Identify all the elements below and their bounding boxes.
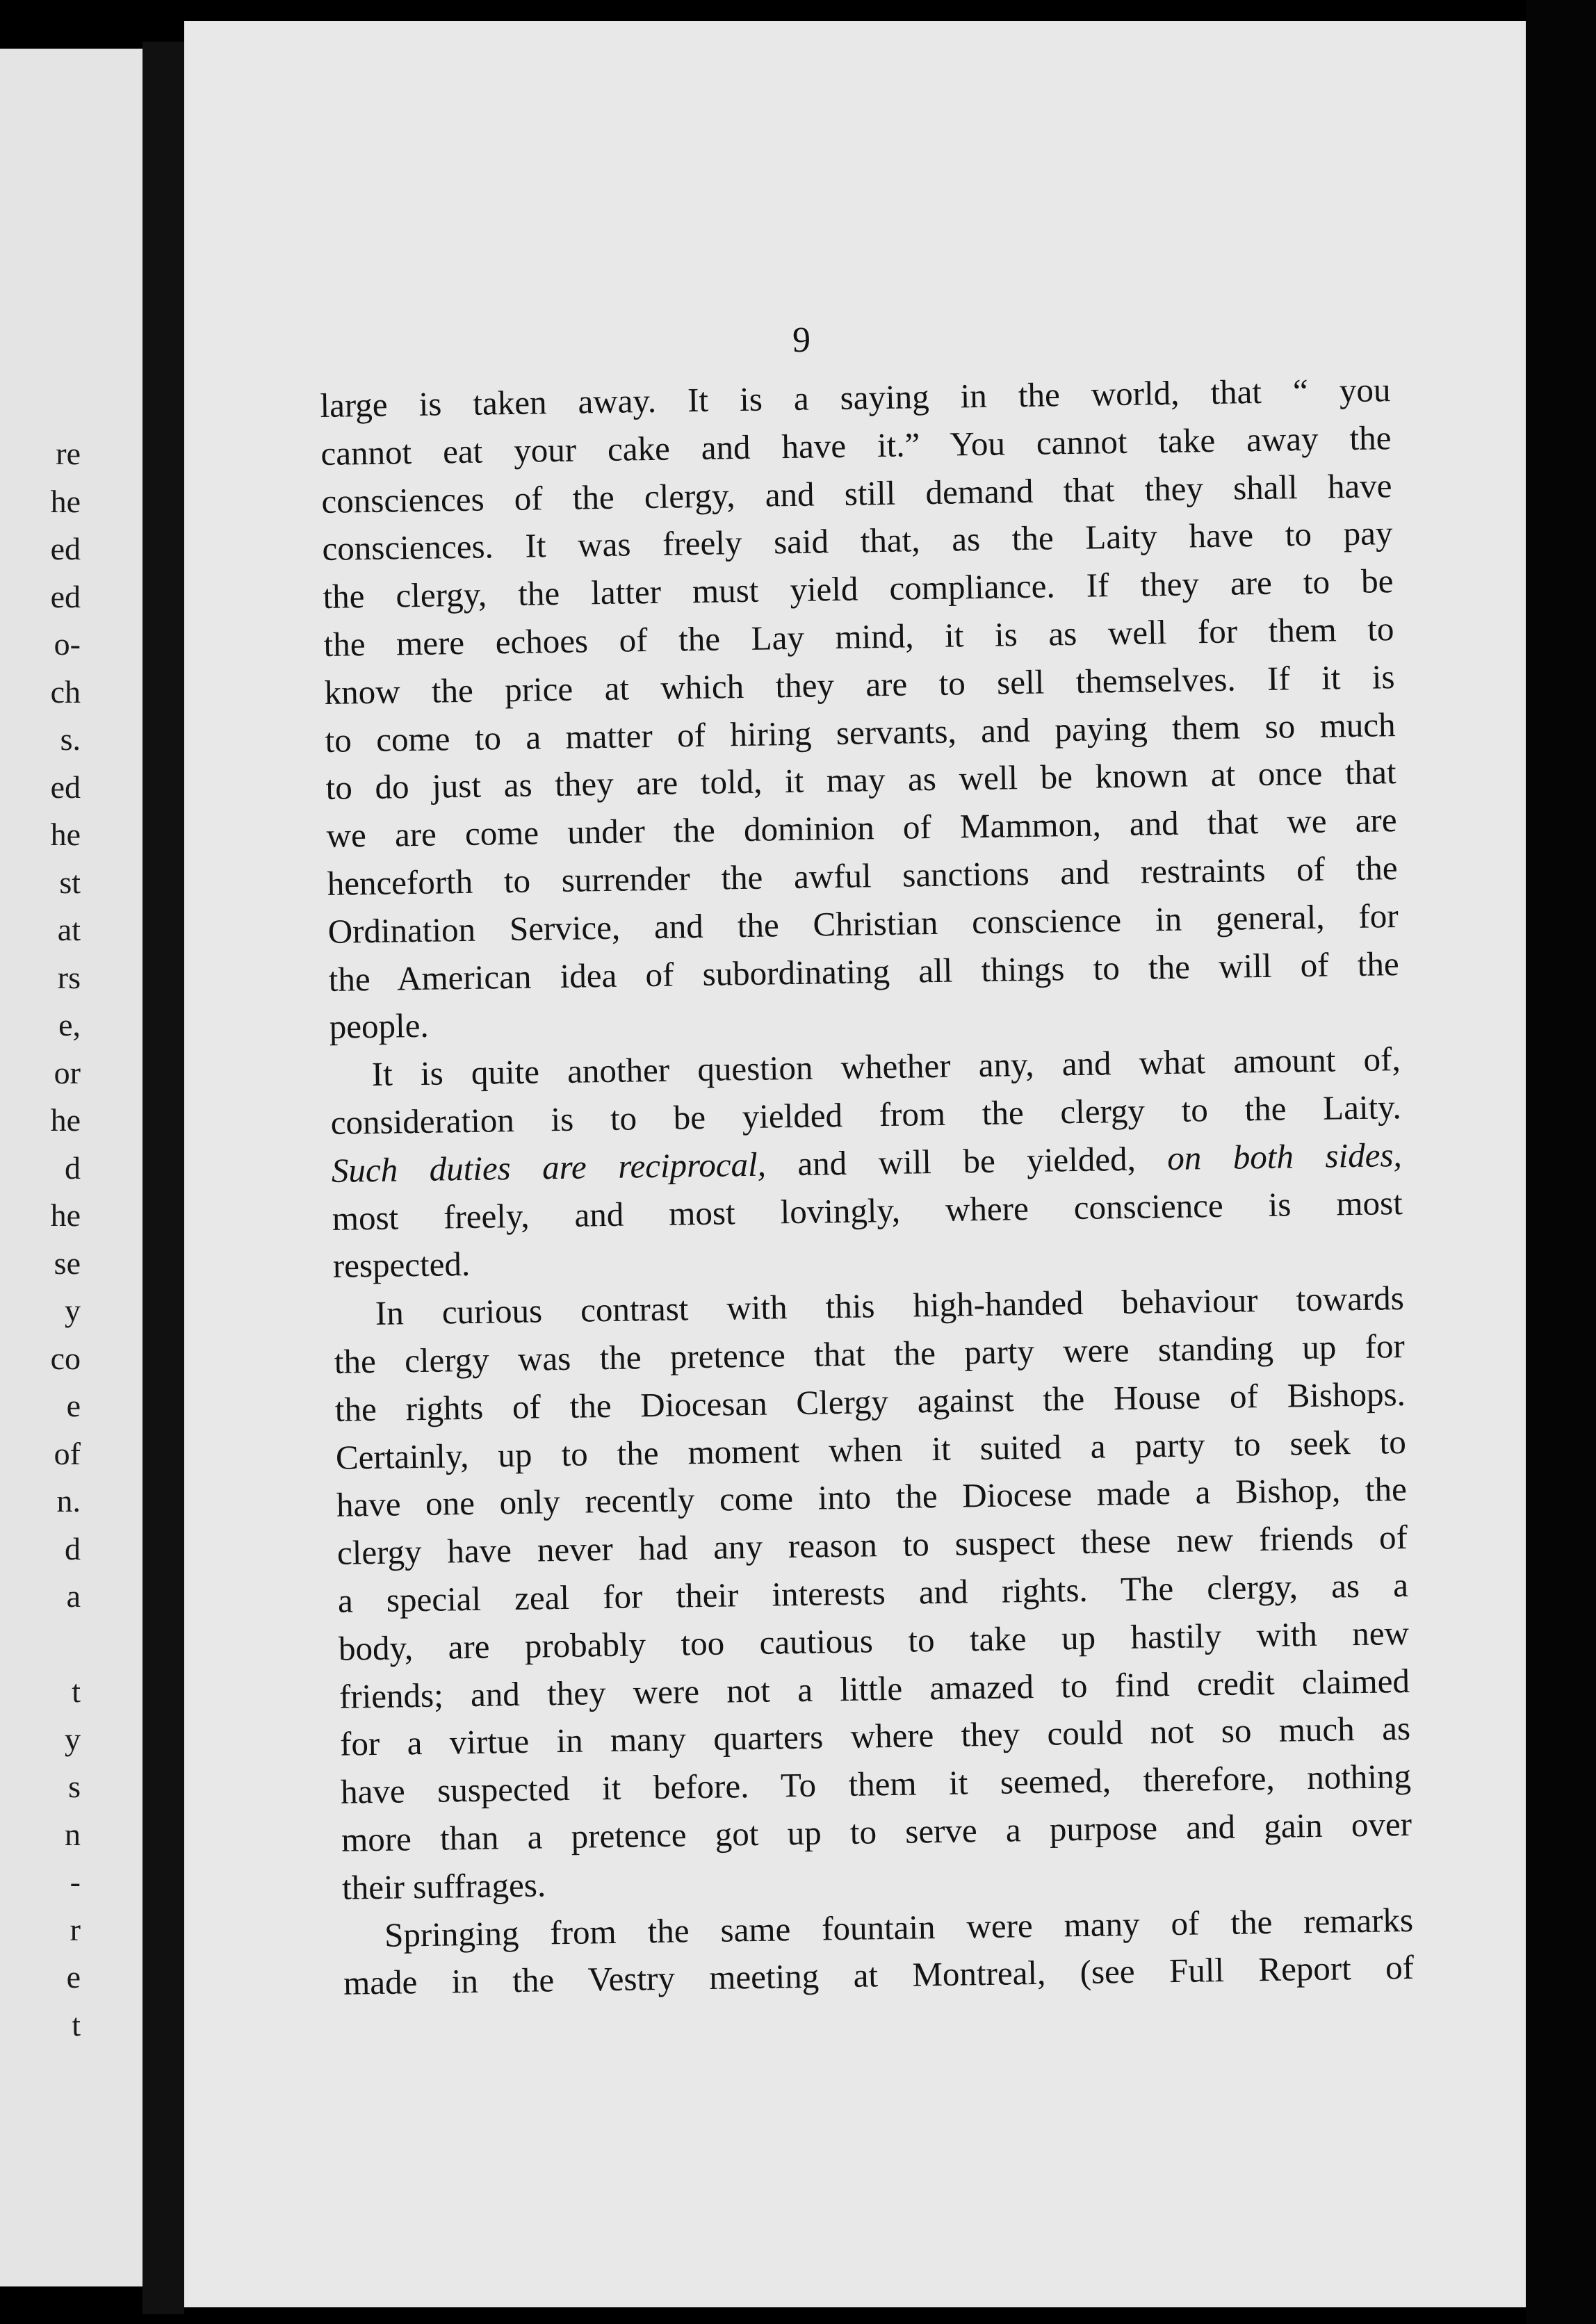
text-line: friends; and they were not a little amazed to find credit claimed (339, 1661, 1410, 1716)
page-number: 9 (792, 320, 811, 360)
text-line: have suspected it before. To them it seemed, therefore, nothing (340, 1757, 1412, 1811)
left-page-fragment: s. (60, 721, 81, 757)
left-page-fragment: n. (56, 1483, 81, 1519)
left-page-fragment: at (57, 912, 81, 947)
right-scan-border (1526, 0, 1596, 2324)
page-body-text (320, 366, 1415, 2008)
text-line: large is taken away. It is a saying in the world, that “ you (320, 370, 1391, 425)
left-page-fragment: y (65, 1721, 81, 1757)
paragraph-1 (320, 366, 1400, 1051)
left-page-fragment: or (54, 1054, 81, 1090)
italic-phrase: Such duties are reciprocal, (331, 1145, 767, 1190)
paragraph-2 (329, 1036, 1403, 1291)
left-page-fragment: d (65, 1530, 81, 1566)
text-line: most freely, and most lovingly, where conscience is most (332, 1183, 1403, 1238)
paragraph-4 (343, 1896, 1415, 2007)
left-page-fragment: t (72, 2006, 81, 2043)
text-line: more than a pretence got up to serve a purpose and gain over (341, 1804, 1412, 1859)
left-page-fragment: ed (50, 531, 81, 566)
text-line: It is quite another question whether any, and what amount of, (371, 1040, 1401, 1094)
paragraph-3 (333, 1275, 1412, 1912)
text-line: made in the Vestry meeting at Montreal, (see Full Report of (343, 1948, 1415, 2003)
text-line: the mere echoes of the Lay mind, it is as well for them to (323, 609, 1394, 664)
text-line: consciences. It was freely said that, as the Laity have to pay (322, 514, 1393, 568)
left-page-fragment: ed (50, 578, 81, 614)
text-line: know the price at which they are to sell themselves. If it is (324, 657, 1395, 712)
text-line: In curious contrast with this high-handed behaviour towards (375, 1279, 1405, 1333)
left-page-text-fragments (0, 49, 83, 2286)
left-page-fragment: d (65, 1149, 81, 1186)
text-line: their suffrages. (341, 1865, 546, 1907)
left-page-fragment: rs (57, 959, 81, 995)
left-page-fragment: ed (50, 769, 81, 805)
left-page-fragment: e (66, 1959, 81, 1995)
text-line: Certainly, up to the moment when it suited a party to seek to (335, 1422, 1407, 1477)
left-page-fragment: t (72, 1674, 81, 1709)
text-line: Springing from the same fountain were many of the remarks (384, 1900, 1414, 1954)
left-page-fragment: e (66, 1388, 81, 1423)
text-line: the rights of the Diocesan Clergy against the House of Bishops. (334, 1374, 1406, 1429)
left-page-fragment: r (70, 1911, 81, 1947)
left-page-fragment: e, (58, 1007, 81, 1042)
left-page-fragment: he (50, 1197, 81, 1233)
left-page-fragment: se (54, 1245, 81, 1281)
text-line: we are come under the dominion of Mammon, and that we are (326, 801, 1397, 856)
left-page-fragment: he (50, 1102, 81, 1138)
text-line: to come to a matter of hiring servants, and paying them so much (325, 705, 1396, 760)
text-line: for a virtue in many quarters where they could not so much as (339, 1709, 1411, 1764)
left-page-fragment: n (65, 1816, 81, 1852)
left-page-fragment: st (59, 864, 81, 900)
text-line: have one only recently come into the Diocese made a Bishop, the (336, 1470, 1408, 1525)
book-gutter (142, 42, 184, 2314)
left-page-fragment: co (50, 1340, 81, 1376)
text-line: the clergy was the pretence that the party were standing up for (334, 1326, 1406, 1381)
text-line: the American idea of subordinating all things to the will of the (328, 944, 1399, 999)
left-page-fragment: - (70, 1864, 81, 1899)
text-line: Ordination Service, and the Christian conscience in general, for (327, 896, 1399, 951)
text-line: the clergy, the latter must yield compliance. If they are to be (323, 562, 1394, 616)
left-page-fragment: s (68, 1769, 81, 1804)
left-page-fragment: y (65, 1293, 81, 1328)
text-line: clergy have never had any reason to suspect these new friends of (336, 1518, 1408, 1572)
left-page-fragment: a (66, 1578, 81, 1614)
italic-phrase: on both sides, (1166, 1135, 1403, 1177)
text-line: to do just as they are told, it may as well be known at once that (325, 753, 1396, 808)
text-line: consciences of the clergy, and still demand that they shall have (321, 466, 1392, 521)
left-page-fragment: o- (54, 626, 81, 662)
left-page-fragment: of (54, 1435, 81, 1471)
text-line: consideration is to be yielded from the clergy to the Laity. (330, 1087, 1402, 1142)
left-page-fragment: re (56, 436, 81, 471)
left-page-fragment: he (50, 483, 81, 519)
text-span: and will be yielded, (765, 1138, 1168, 1184)
text-line: body, are probably too cautious to take up hastily with new (338, 1613, 1410, 1668)
text-line: respected. (332, 1245, 471, 1286)
left-page-fragment: ch (50, 673, 81, 710)
text-line: cannot eat your cake and have it.” You cannot take away the (320, 418, 1392, 473)
text-line: a special zeal for their interests and rights. The clergy, as a (337, 1565, 1409, 1620)
text-line: henceforth to surrender the awful sanctions and restraints of the (327, 849, 1398, 903)
left-page-fragment: he (50, 817, 81, 852)
text-line: people. (329, 1006, 430, 1047)
left-facing-page (0, 49, 142, 2286)
